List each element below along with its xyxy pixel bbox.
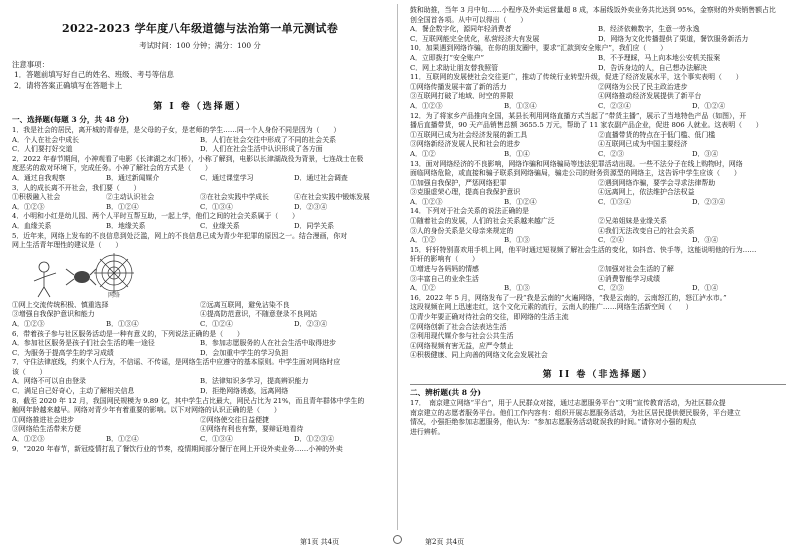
q12-stem-2: 播后直播带货，90 天产品销售总额 3655.5 万元，帮助了 11 家农副产品企业，促进 806 人就业。这表明（ ） [410, 121, 763, 130]
q4-stem: 4．小明和小红是幼儿园、两个人平时互帮互助，一起上学，他们之间的社会关系属于（ ） [12, 212, 299, 221]
q15-stem-1: 15．轩轩特别喜欢用手机上网，他平时通过短视频了解社会生活的变化，如抖音、快手等，这能说明他的行为…… [410, 245, 757, 254]
exam-title: 2022-2023 学年度八年级道德与法治第一单元测试卷 [61, 22, 339, 35]
q7-stem-1: 7．守住法律底线，约束个人行为，不信谣、不传谣，是网络生活中应遵守的基本原则。中学生面对网络时应 [12, 358, 341, 367]
q5-option-a: A．①②③ [12, 319, 45, 328]
q2-option-a: A．通过自我观察 [12, 173, 66, 182]
q8-option-d: D．①②③④ [294, 435, 334, 444]
q12-stem-1: 12．为了将家乡产品推向全国，某县长利用网络直播方式当起了“带货主播”，展示了当地特色产品（如图），开 [410, 111, 747, 120]
q9-option-a: A．餐企数字化，源同年轻消费者 [410, 25, 512, 34]
q15-stem-2: 轩轩的影响有（ ） [410, 255, 479, 264]
q15-option-d: D．①④ [692, 284, 719, 293]
q9-cont-2: 创全国首各项。从中可以得出（ ） [410, 15, 528, 24]
q2-stem-1: 2．2022 年春节期间，小神观看了电影《长津湖之水门桥》，小称了解到，电影以长津湖战役为背景，七连战士在极 [12, 154, 364, 163]
q9-stem: 9．“2020 年春节，新冠疫情打乱了餐饮行业的节奏，疫情期间部分餐厅在网上开设外卖业务……小神的外卖 [12, 444, 343, 453]
page-footer-left: 第1页 共4页 [300, 538, 340, 546]
q16-statement-2: ②网络创新了社会合法表达生活 [410, 322, 507, 331]
q8-option-c: C．①③④ [200, 435, 233, 444]
page-left [0, 0, 396, 534]
q11-option-b: B．①③④ [504, 101, 537, 110]
q5-cartoon [22, 253, 388, 299]
q15-statement-4: ④消费智能学习成绩 [598, 274, 661, 283]
section-2-title: 二、辨析题(共 8 分) [410, 387, 481, 397]
q3-option-c: C．①③④ [200, 202, 233, 211]
q5-statement-1: ①网上交流传统积极、慎重选择 [12, 300, 109, 309]
spider-web-cartoon-image [22, 253, 142, 299]
q14-statement-2: ②兄弟姐妹是业缘关系 [598, 217, 667, 226]
q1-options [12, 136, 388, 155]
q9-option-b: B．经济依赖数字，生意一劳永逸 [598, 25, 700, 34]
q3-stem: 3．人的成长离不开社会，我们要（ ） [12, 183, 141, 192]
q5-stem-2: 网上生活青年理性的建议是（ ） [12, 241, 123, 250]
q4-option-b: B．地缘关系 [106, 221, 146, 230]
q5-statement-3: ③增强自我保护意识和能力 [12, 310, 95, 319]
q6-option-a: A．参加社区服务是孩子们社会生活的唯一途径 [12, 339, 155, 348]
section-1-title: 一、选择题(每题 3 分，共 48 分) [12, 115, 130, 124]
q16-statement-4: ④网络视频有害无益，应严令禁止 [410, 341, 514, 350]
q17-line-1: 17． 南京建立网络“平台”，用于人民群众对接，通过志愿服务平台“文明”宣传教育活动，为社区群众提 [410, 398, 726, 407]
q9-option-c: C．互联网能完全优化，私营经济大有发展 [410, 34, 540, 43]
q10-option-c: C．网上求助让朋友替我照管 [410, 63, 498, 72]
q10-option-a: A．立即拨打“安全账户” [410, 53, 485, 62]
q7-option-b: B．法律知识多学习，提高辨识能力 [200, 377, 309, 386]
q13-statement-2: ②遇到网络诈骗，要学会寻求法律帮助 [598, 178, 716, 187]
q12-statement-1: ①互联网已成为社会经济发展的新工具 [410, 130, 528, 139]
q14-statement-1: ①随着社会的发展，人们的社会关系越来越广泛 [410, 217, 555, 226]
q15-option-c: C．②③ [598, 284, 624, 293]
q13-statement-4: ④远离网上，依法维护合法权益 [598, 188, 695, 197]
exam-meta: 考试时间：100 分钟；满分：100 分 [139, 41, 261, 50]
q17-line-3: 情况，小强拒绝参加志愿服务，他认为：“参加志愿服务活动耽误我的时间。”请你对小强的观点 [410, 418, 697, 427]
q9-cont-1: 鼓和助推，当年 3 月中旬……小程序及外卖运营量超 8 成，本届线饭外卖业务共比达到 95%，金察财的外卖销售额占比 [410, 6, 776, 14]
notes-heading: 注意事项： [12, 60, 49, 69]
q8-options [12, 435, 388, 445]
q13-stem-1: 13．面对网络经济的不良影响，网络诈骗和网络骗局等违法犯罪活动出现。一些不法分子在线上购物时，网络 [410, 159, 743, 168]
q7-stem-2: 该（ ） [12, 367, 47, 376]
q3-statement-4: ④在社会实践中锻炼发展 [294, 193, 370, 202]
q15-options [410, 284, 786, 294]
q14-option-c: C．②④ [598, 236, 624, 245]
note-1: 1．答题前填写好自己的姓名、班级、考号等信息 [14, 70, 174, 79]
q17-line-4: 进行辨析。 [410, 427, 445, 436]
q2-option-d: D．通过社会调查 [294, 173, 348, 182]
q3-statement-3: ③在社会实践中学成长 [200, 193, 269, 202]
q10-options [410, 54, 786, 73]
q5-option-b: B．①③④ [106, 319, 139, 328]
q8-statement-4: ④网络有利也有弊，要辩证地看待 [200, 425, 304, 434]
q1-option-d: D．人们在社会生活中认识形成了各方面 [200, 145, 323, 154]
q10-option-b: B．不予理睬，马上向本地公安机关报案 [598, 53, 721, 62]
cartoon-caption: 网络 [108, 291, 121, 299]
q14-stem: 14．下列对于社会关系的说法正确的是 [410, 207, 530, 216]
q13-statement-3: ③克服虚荣心理，提高自我保护意识 [410, 188, 521, 197]
q16-stem-1: 16．2022 年 5 月，网络发布了一段“我是云南的”火遍网络，“我是云南的，云南怒江的，怒江泸水市。” [410, 293, 727, 302]
q12-statement-3: ③网络新经济发展人民和社会的进步 [410, 140, 521, 149]
q5-statement-2: ②远离互联网，避免沾染不良 [200, 300, 290, 309]
q15-statement-2: ②加强对社会生活的了解 [598, 265, 674, 274]
q11-option-d: D．①②④ [692, 101, 726, 110]
q13-option-c: C．①③④ [598, 197, 631, 206]
q6-option-d: D．会加重中学生的学习负担 [200, 348, 289, 357]
q8-statements [12, 416, 388, 435]
q3-statements [12, 193, 388, 203]
q13-stem-2: 面临网络危险，或直接和骗子联系到网络骗局，骗走公司的财务资源型的网络主，这告诉中学生应该（ ） [410, 169, 741, 178]
q11-statement-1: ①网络传播发展丰富了新的活力 [410, 82, 507, 91]
q1-option-c: C．人们要打好交道 [12, 145, 73, 154]
q10-option-d: D．告诉身边的人，自己想办法解决 [598, 63, 707, 72]
q9-option-d: D．网络为文化传播提供了渠道，餐饮服务新活力 [598, 34, 749, 43]
q11-statement-4: ④网络推动经济发展提供了新平台 [598, 92, 702, 101]
q6-option-c: C．为服务于提高学生的学习成绩 [12, 348, 114, 357]
q2-option-b: B．通过新闻媒介 [106, 173, 160, 182]
q15-option-b: B．①③ [504, 284, 530, 293]
q8-statement-3: ③网络给生活带来方便 [12, 425, 81, 434]
q4-option-c: C．业缘关系 [200, 221, 240, 230]
q5-statements [12, 301, 388, 320]
q15-statement-1: ①增进与各妈妈的情感 [410, 265, 479, 274]
q3-statement-2: ②主动认识社会 [106, 193, 155, 202]
q12-option-c: C．②③ [598, 149, 624, 158]
q9-options [410, 25, 786, 44]
q4-option-d: D．同学关系 [294, 221, 334, 230]
q1-stem: 1．我是社会的居民，离开城的青春是，是父母的子女，是老师的学生……同一个人身份不同是因为（ ） [12, 126, 341, 134]
q3-option-b: B．①②④ [106, 202, 139, 211]
page-right [398, 0, 794, 534]
q13-options [410, 198, 786, 208]
q12-statement-2: ②直播带货的特点在于低门槛、低门槛 [598, 130, 716, 139]
q3-options [12, 203, 388, 213]
q3-option-d: D．②③④ [294, 202, 328, 211]
q1-option-a: A．个人在社会中成长 [12, 135, 79, 144]
q6-option-b: B．参加志愿服务的人在社会生活中取得进步 [200, 339, 336, 348]
q6-options [12, 339, 388, 358]
binding-circle-icon [393, 535, 402, 544]
q14-option-d: D．③④ [692, 236, 719, 245]
q2-stem-2: 度恶劣的敌对环境下，完成任务。小神了解社会的方式是（ ） [12, 164, 212, 173]
q10-stem: 10．加果遇到网络诈骗，在你的朋友圈中，要求“汇款到安全账户”，我们应（ ） [410, 44, 667, 53]
q5-option-c: C．①②④ [200, 319, 233, 328]
q12-option-d: D．③④ [692, 149, 719, 158]
q8-stem-2: 触网年龄越来越早。网络对青少年有着重要的影响。以下对网络的认识正确的是（ ） [12, 406, 281, 415]
q11-stem: 11．互联网的发展使社会交往更广，推动了传统行业转型升级，促进了经济发展水平，这个事实表明（ ） [410, 73, 743, 82]
q16-statement-5: ④积极健康、同上向善的网络文化会发展社会 [410, 351, 548, 360]
note-2: 2．请将答案正确填写在答题卡上 [14, 80, 123, 90]
q14-statement-4: ④我们无法改变自己的社会关系 [598, 226, 695, 235]
q13-option-d: D．②③④ [692, 197, 726, 206]
q5-options [12, 320, 388, 330]
q13-option-b: B．①②④ [504, 197, 537, 206]
q11-option-c: C．②③④ [598, 101, 631, 110]
q15-statement-3: ③丰富自己的业余生活 [410, 274, 479, 283]
q4-options [12, 222, 388, 232]
q7-option-a: A．网络不可以自由登录 [12, 377, 86, 386]
q16-stem-2: 这段视频在网上迅速走红，这个文化元素的流行，云南人的推广……网络生活新空间（ ） [410, 303, 693, 312]
q6-stem: 6．带着孩子参与社区服务活动是一种有意义的，下列说法正确的是（ ） [12, 329, 244, 338]
q11-options [410, 102, 786, 112]
q12-statement-4: ④互联网已成为中国主要经济 [598, 140, 688, 149]
q5-option-d: D．②③④ [294, 319, 328, 328]
q7-options [12, 377, 388, 396]
q5-statement-4: ④提高防范意识，不随意登录不良网站 [200, 310, 318, 319]
q1-option-b: B．人们在社会交往中形成了不同的社会关系 [200, 135, 336, 144]
q3-statement-1: ①积极融入社会 [12, 193, 61, 202]
q16-statement-1: ①青少年要正确对待社会的交往，即网络的生活主流 [410, 313, 569, 321]
q12-option-b: B．①④ [504, 149, 530, 158]
q3-option-a: A．①②③ [12, 202, 45, 211]
q13-statement-1: ①加强自我保护，严惩网络犯罪 [410, 178, 507, 187]
q16-statement-3: ③利用现代媒介参与社会公共生活 [410, 332, 514, 341]
part-1-title: 第 I 卷（选择题） [153, 102, 247, 112]
q4-option-a: A．血缘关系 [12, 221, 52, 230]
q2-option-c: C．通过课堂学习 [200, 173, 254, 182]
q14-statements [410, 217, 786, 236]
q14-option-a: A．①② [410, 236, 436, 245]
q2-options [12, 174, 388, 184]
q11-statement-2: ②网络为公民了民主政治进步 [598, 82, 688, 91]
q12-statements [410, 131, 786, 150]
q14-statement-3: ③人的身份关系是父母亲来规定的 [410, 226, 514, 235]
q11-statements [410, 83, 786, 102]
q7-option-c: C．满足自己好奇心，主动了解相关信息 [12, 387, 135, 396]
q7-option-d: D．拒绝网络诱惑，远离网络 [200, 387, 289, 396]
q13-statements [410, 179, 786, 198]
q12-options [410, 150, 786, 160]
page-footer-right: 第2页 共4页 [425, 538, 465, 546]
q8-stem-1: 8．截至 2020 年 12 月，我国网民规模为 9.89 亿，其中学生占比最大，网民占比为 21%，而且青年群体中学生的 [12, 396, 365, 405]
section-rule [410, 384, 786, 385]
q15-option-a: A．①② [410, 284, 436, 293]
q8-option-a: A．①②③ [12, 435, 45, 444]
q14-options [410, 236, 786, 246]
q5-stem-1: 5．近年来，网络上发布的不良信息到处泛滥，网上的不良信息已成为青少年犯罪的原因之一。结合漫画，你对 [12, 231, 348, 240]
q15-statements [410, 265, 786, 284]
q8-statement-1: ①网络推进社会进步 [12, 415, 75, 424]
q11-option-a: A．①②③ [410, 101, 443, 110]
q8-option-b: B．①②④ [106, 435, 139, 444]
q8-statement-2: ②网络使交往日益便捷 [200, 415, 269, 424]
q12-option-a: A．①② [410, 149, 436, 158]
q13-option-a: A．①②③ [410, 197, 443, 206]
q14-option-b: B．①③ [504, 236, 530, 245]
q17-line-2: 南京建立的志愿者服务平台。他们工作内容有：组织开展志愿服务活动，为社区居民提供便民服务，平台建立 [410, 408, 741, 417]
q11-statement-3: ③互联网打破了地域、时空的界限 [410, 92, 514, 101]
part-2-title: 第 II 卷（非选择题） [542, 369, 654, 380]
